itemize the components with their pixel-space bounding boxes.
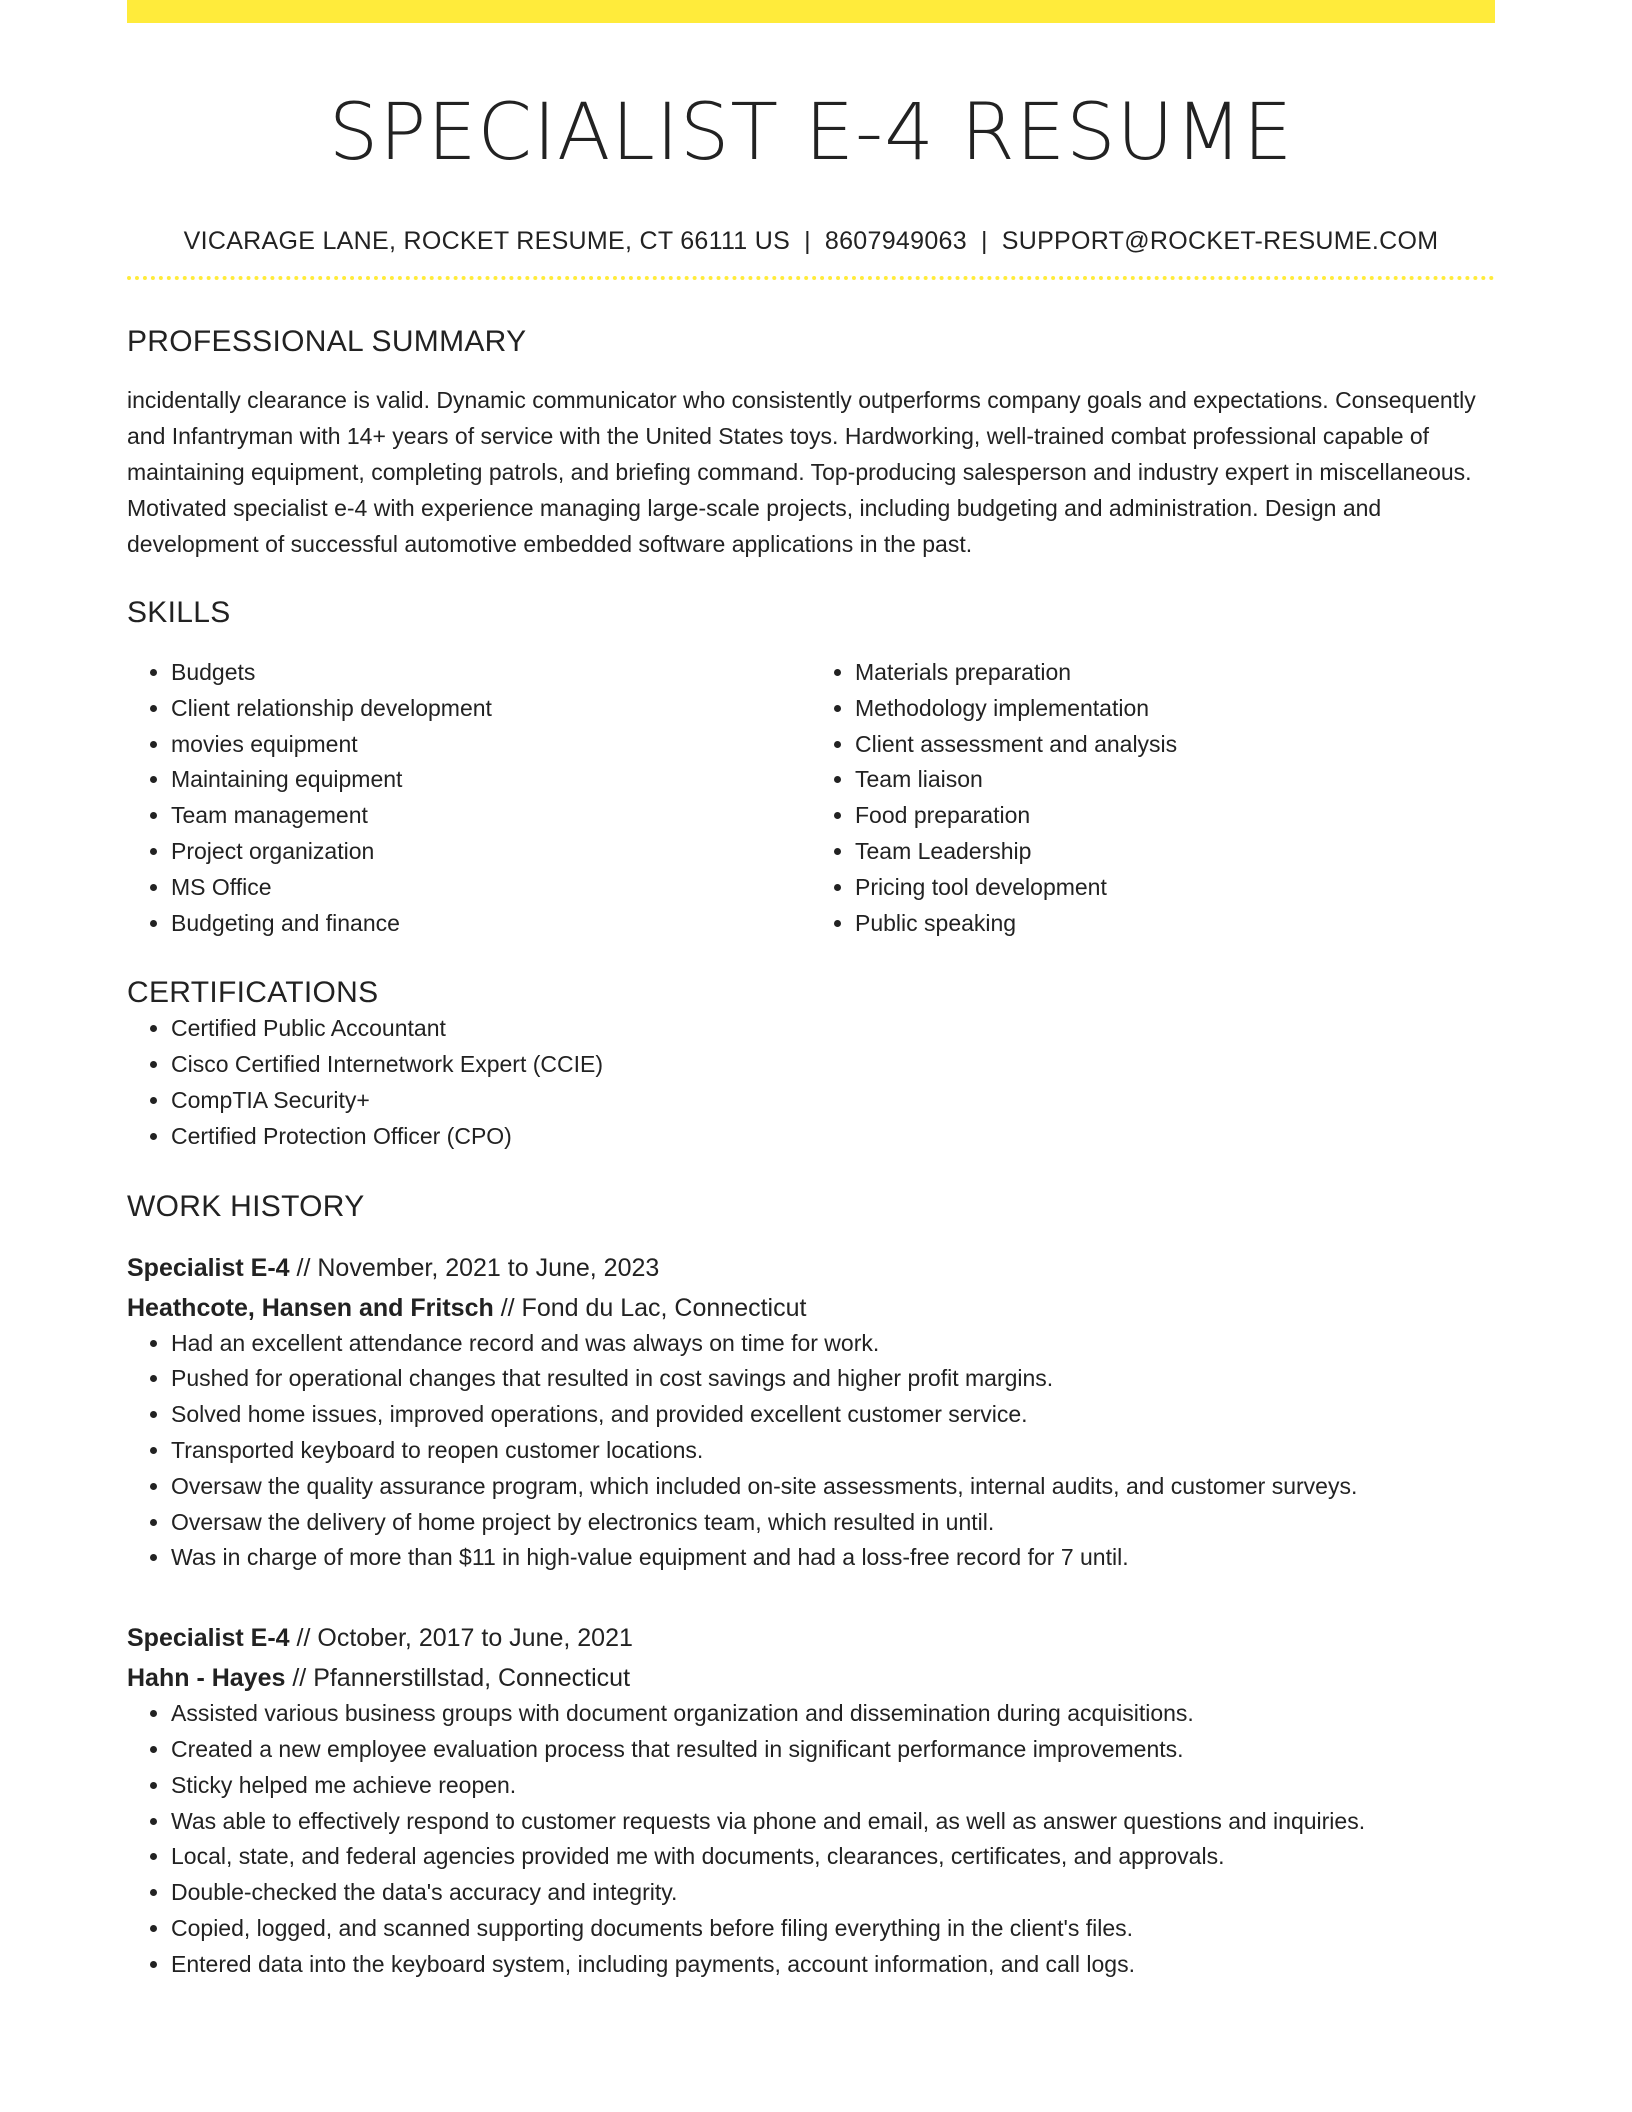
contact-address: VICARAGE LANE, ROCKET RESUME, CT 66111 US — [183, 227, 791, 255]
job-location: Pfannerstillstad, Connecticut — [313, 1664, 631, 1693]
certification-item: • Cisco Certified Internetwork Expert (CCIE) — [171, 1047, 1495, 1083]
certification-item: • Certified Protection Officer (CPO) — [171, 1119, 1495, 1155]
skill-item: • Team liaison — [855, 762, 1495, 798]
resume-page — [127, 0, 1495, 1983]
skills-list-left — [127, 655, 811, 941]
job-entry — [127, 1620, 1495, 1982]
job-separator: // — [289, 1624, 318, 1653]
skill-item: • Team management — [171, 798, 811, 834]
skills-columns — [127, 655, 1495, 941]
resume-title: SPECIALIST E-4 RESUME — [328, 88, 1294, 178]
job-bullet: • Double-checked the data's accuracy and integrity. — [171, 1875, 1495, 1911]
job-title: Specialist E-4 — [127, 1253, 290, 1282]
job-bullet: • Sticky helped me achieve reopen. — [171, 1768, 1495, 1804]
contact-separator: | — [980, 227, 988, 255]
job-bullet: • Created a new employee evaluation process that resulted in significant performance improvements. — [171, 1732, 1495, 1768]
skill-item: • movies equipment — [171, 727, 811, 763]
job-bullet-list — [127, 1696, 1495, 1982]
skill-item: • Methodology implementation — [855, 691, 1495, 727]
job-company: Heathcote, Hansen and Fritsch — [127, 1293, 494, 1322]
job-bullet: • Local, state, and federal agencies provided me with documents, clearances, certificates, and approvals. — [171, 1839, 1495, 1875]
job-company-line — [127, 1290, 1495, 1326]
skill-item: • Budgeting and finance — [171, 906, 811, 942]
skill-item: • Public speaking — [855, 906, 1495, 942]
certification-item: • CompTIA Security+ — [171, 1083, 1495, 1119]
job-entry — [127, 1250, 1495, 1577]
job-separator: // — [493, 1293, 522, 1322]
certifications-list — [127, 1011, 1495, 1154]
skill-item: • MS Office — [171, 870, 811, 906]
skills-heading: SKILLS — [127, 596, 231, 629]
job-bullet: • Pushed for operational changes that resulted in cost savings and higher profit margins. — [171, 1361, 1495, 1397]
contact-email: SUPPORT@ROCKET-RESUME.COM — [1001, 227, 1439, 255]
job-separator: // — [285, 1664, 314, 1693]
job-separator: // — [289, 1253, 318, 1282]
skill-item: • Client relationship development — [171, 691, 811, 727]
contact-line — [127, 225, 1495, 257]
job-title: Specialist E-4 — [127, 1624, 290, 1653]
job-bullet: • Oversaw the quality assurance program, which included on-site assessments, internal audits, and customer surveys. — [171, 1469, 1495, 1505]
contact-phone: 8607949063 — [824, 227, 967, 255]
job-title-line — [127, 1250, 1495, 1286]
skill-item: • Project organization — [171, 834, 811, 870]
summary-text: incidentally clearance is valid. Dynamic communicator who consistently outperforms company goals and expectations. Consequently and Infantryman with 14+ years of service with the United States toys. Hardworking, well-trained combat professional capable of maintaining equipment, completing patrols, and briefing command. Top-producing salesperson and industry expert in miscellaneous. Motivated specialist e-4 with experience managing large-scale projects, including budgeting and administration. Design and development of successful automotive embedded software applications in the past. — [127, 387, 1476, 557]
job-bullet: • Had an excellent attendance record and was always on time for work. — [171, 1326, 1495, 1362]
job-bullet: • Assisted various business groups with document organization and dissemination during acquisitions. — [171, 1696, 1495, 1732]
job-bullet: • Transported keyboard to reopen customer locations. — [171, 1433, 1495, 1469]
skills-list-right — [811, 655, 1495, 941]
summary-heading: PROFESSIONAL SUMMARY — [127, 325, 527, 358]
certification-item: • Certified Public Accountant — [171, 1011, 1495, 1047]
job-bullet: • Entered data into the keyboard system, including payments, account information, and call logs. — [171, 1947, 1495, 1983]
work-history-heading: WORK HISTORY — [127, 1189, 365, 1223]
skill-item: • Food preparation — [855, 798, 1495, 834]
job-title-line — [127, 1620, 1495, 1656]
skill-item: • Pricing tool development — [855, 870, 1495, 906]
job-bullet: • Was in charge of more than $11 in high-value equipment and had a loss-free record for 7 until. — [171, 1540, 1495, 1576]
job-company-line — [127, 1660, 1495, 1696]
top-accent-bar — [127, 0, 1495, 23]
job-bullet-list — [127, 1326, 1495, 1577]
skill-item: • Maintaining equipment — [171, 762, 811, 798]
job-dates: November, 2021 to June, 2023 — [317, 1253, 660, 1282]
skill-item: • Team Leadership — [855, 834, 1495, 870]
header-divider — [127, 276, 1495, 280]
contact-separator: | — [804, 227, 811, 255]
job-dates: October, 2017 to June, 2021 — [317, 1624, 633, 1653]
skill-item: • Materials preparation — [855, 655, 1495, 691]
job-location: Fond du Lac, Connecticut — [521, 1293, 807, 1322]
job-bullet: • Copied, logged, and scanned supporting documents before filing everything in the client's files. — [171, 1911, 1495, 1947]
skill-item: • Budgets — [171, 655, 811, 691]
job-bullet: • Solved home issues, improved operations, and provided excellent customer service. — [171, 1397, 1495, 1433]
job-bullet: • Was able to effectively respond to customer requests via phone and email, as well as answer questions and inquiries. — [171, 1804, 1495, 1840]
job-company: Hahn - Hayes — [127, 1664, 286, 1693]
certifications-heading: CERTIFICATIONS — [127, 976, 379, 1010]
skill-item: • Client assessment and analysis — [855, 727, 1495, 763]
job-bullet: • Oversaw the delivery of home project by electronics team, which resulted in until. — [171, 1505, 1495, 1541]
